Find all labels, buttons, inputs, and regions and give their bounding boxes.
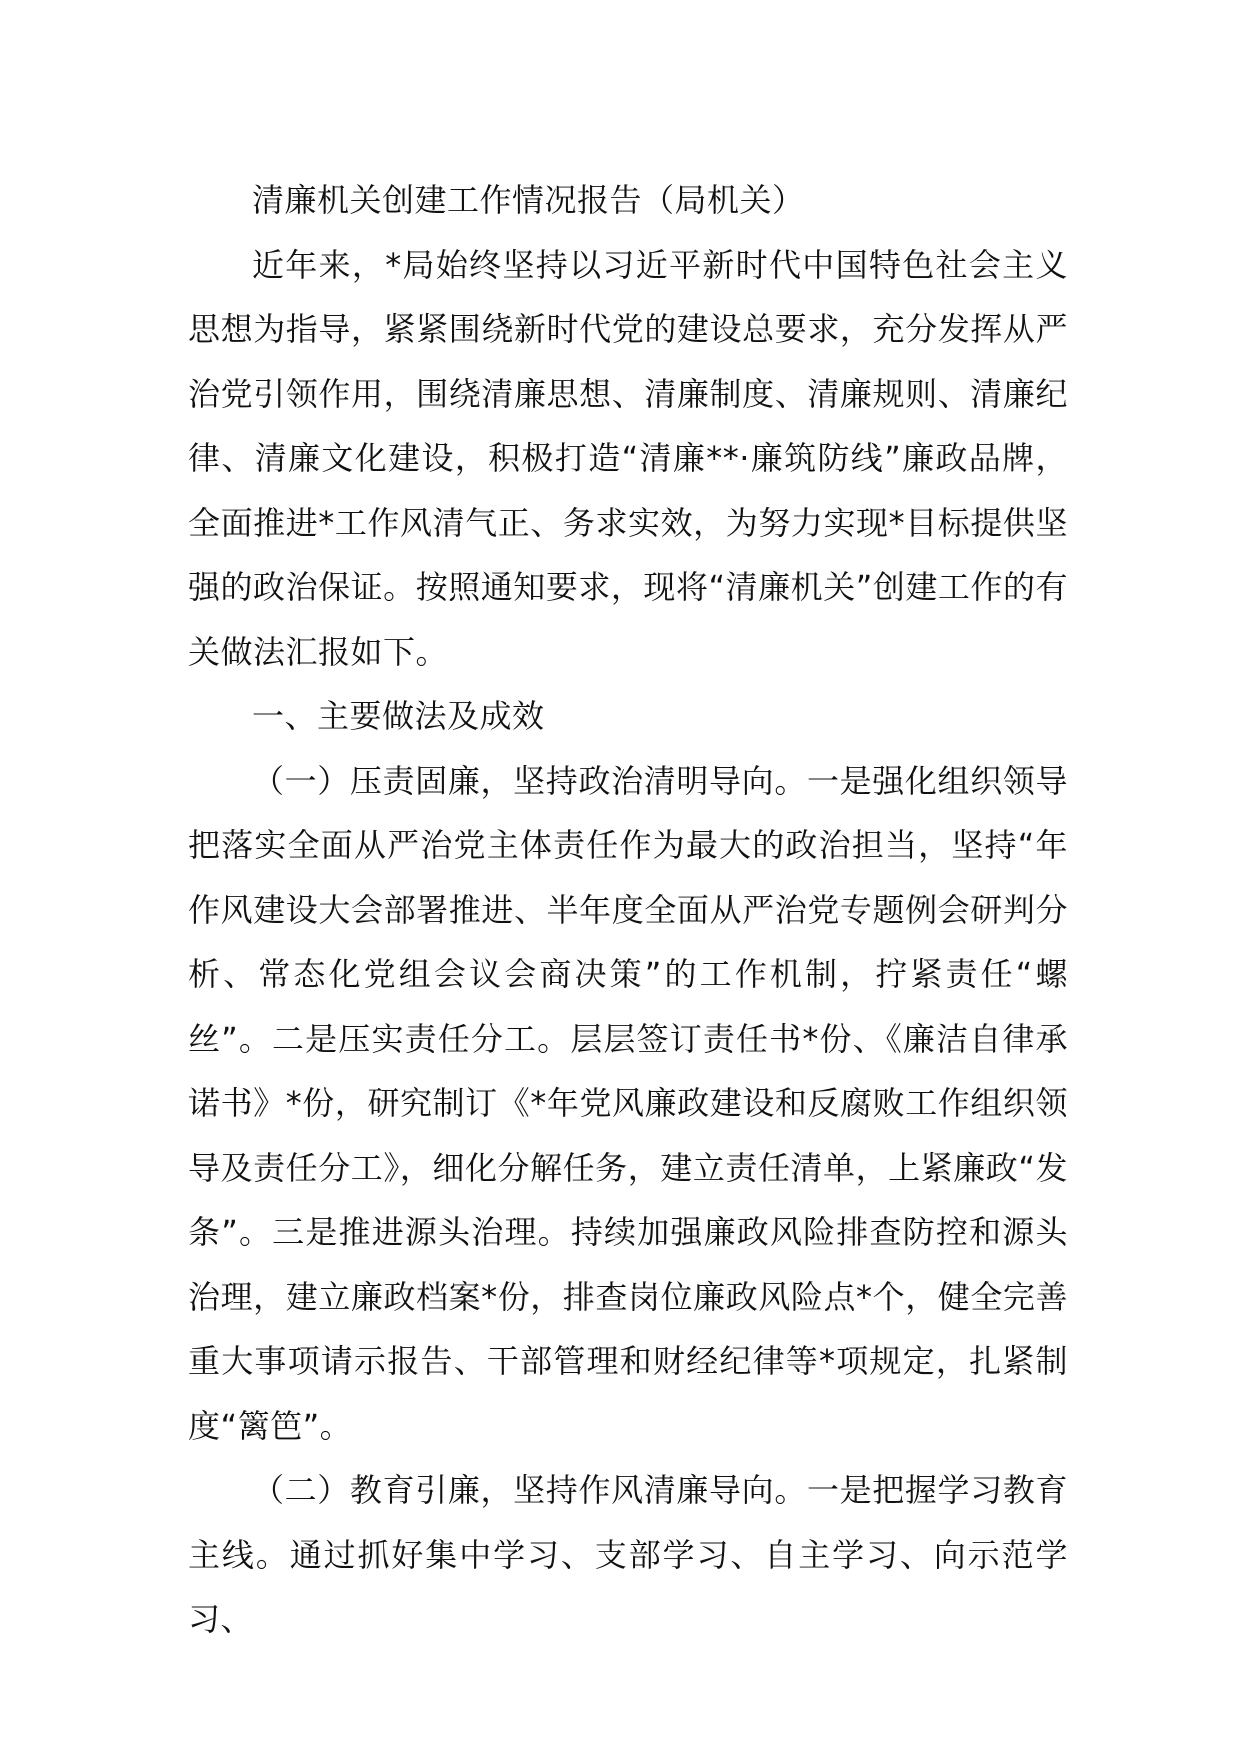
section-heading: 一、主要做法及成效 xyxy=(252,697,545,735)
intro-paragraph: 近年来，*局始终坚持以习近平新时代中国特色社会主义思想为指导，紧紧围绕新时代党的建设总要求，充分发挥从严治党引领作用，围绕清廉思想、清廉制度、清廉规则、清廉纪律、清廉文化建设，积极打造“清廉**·廉筑防线”廉政品牌，全面推进*工作风清气正、务求实效，为努力实现*目标提供坚强的政治保证。按照通知要求，现将“清廉机关”创建工作的有关做法汇报如下。 xyxy=(188,245,1068,671)
document-body xyxy=(188,168,1068,1652)
body-paragraph-2: （二）教育引廉，坚持作风清廉导向。一是把握学习教育主线。通过抓好集中学习、支部学习、自主学习、向示范学习、 xyxy=(188,1471,1068,1638)
document-title: 清廉机关创建工作情况报告（局机关） xyxy=(252,181,805,219)
body-paragraph-1: （一）压责固廉，坚持政治清明导向。一是强化组织领导把落实全面从严治党主体责任作为最大的政治担当，坚持“年作风建设大会部署推进、半年度全面从严治党专题例会研判分析、常态化党组会议会商决策”的工作机制，拧紧责任“螺丝”。二是压实责任分工。层层签订责任书*份、《廉洁自律承诺书》*份，研究制订《*年党风廉政建设和反腐败工作组织领导及责任分工》，细化分解任务，建立责任清单，上紧廉政“发条”。三是推进源头治理。持续加强廉政风险排查防控和源头治理，建立廉政档案*份，排查岗位廉政风险点*个，健全完善重大事项请示报告、干部管理和财经纪律等*项规定，扎紧制度“篱笆”。 xyxy=(188,761,1068,1445)
